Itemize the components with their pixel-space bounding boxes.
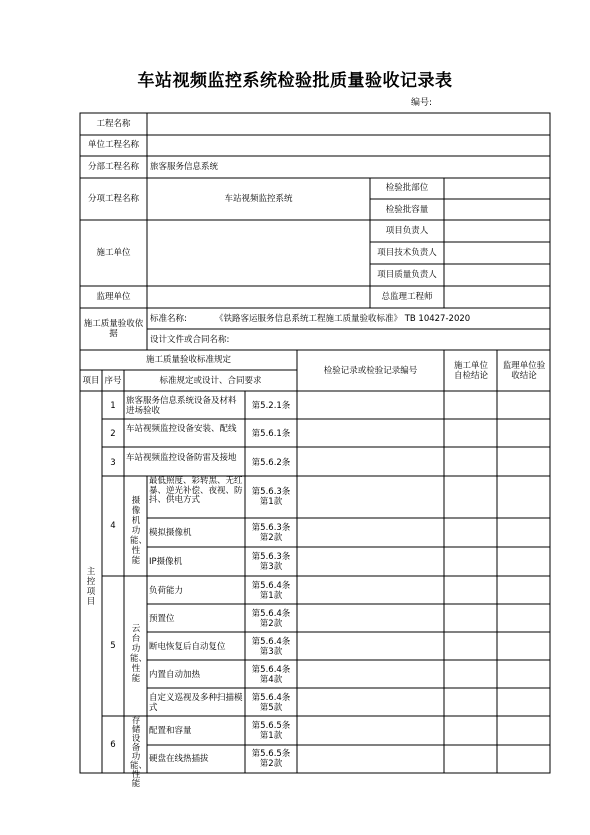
row-4-2-paragraph: 第2款	[259, 533, 283, 543]
row-5-2-clause: 第5.6.4条	[251, 609, 291, 619]
page-title: 车站视频监控系统检验批质量验收记录表	[137, 71, 453, 91]
row-5-4-requirement: 内置自动加热	[149, 670, 201, 680]
camera-category-label: 摄像机功能、性能	[130, 496, 148, 566]
row-4-3-paragraph: 第3款	[259, 562, 283, 572]
row-3-clause: 第5.6.2条	[251, 458, 291, 468]
project-quality-leader-label: 项目质量负责人	[377, 270, 437, 280]
project-name-label: 工程名称	[96, 119, 131, 129]
row-4-3-clause: 第5.6.3条	[251, 552, 291, 562]
row-6-2-clause: 第5.6.5条	[251, 749, 291, 759]
row-5-4-paragraph: 第4款	[259, 675, 283, 685]
row-2-seq: 2	[110, 429, 116, 439]
standard-provisions-header: 施工质量验收标准规定	[145, 355, 231, 365]
standard-name-label: 标准名称:	[150, 314, 187, 324]
requirement-header: 标准规定或设计、合同要求	[159, 376, 262, 386]
subitem-project-value: 车站视频监控系统	[224, 194, 293, 204]
inspection-record-header: 检验记录或检验记录编号	[323, 366, 418, 376]
storage-category-label: 存储设备功能、性能	[130, 716, 148, 789]
inspection-lot-capacity-label: 检验批容量	[385, 205, 429, 215]
row-5-seq: 5	[110, 641, 116, 651]
row-5-3-paragraph: 第3款	[259, 647, 283, 657]
row-2-requirement: 车站视频监控设备安装、配线	[126, 424, 237, 434]
row-5-2-requirement: 预置位	[149, 614, 175, 624]
row-6-1-requirement: 配置和容量	[149, 726, 192, 736]
row-5-1-requirement: 负荷能力	[149, 586, 184, 596]
row-4-1-requirement: 最低照度、彩转黑、无红暴、逆光补偿、夜视、防抖、供电方式	[149, 476, 243, 506]
chief-supervisor-label: 总监理工程师	[381, 292, 433, 302]
row-6-2-requirement: 硬盘在线热插拔	[149, 754, 209, 764]
row-5-5-paragraph: 第5款	[259, 703, 283, 713]
row-6-1-paragraph: 第1款	[259, 731, 283, 741]
design-document-label: 设计文件或合同名称:	[150, 335, 230, 345]
row-6-1-clause: 第5.6.5条	[251, 721, 291, 731]
row-5-3-clause: 第5.6.4条	[251, 637, 291, 647]
row-5-3-requirement: 断电恢复后自动复位	[149, 642, 226, 652]
document-number-label: 编号:	[411, 98, 433, 108]
construction-unit-label: 施工单位	[96, 248, 131, 258]
row-4-2-clause: 第5.6.3条	[251, 523, 291, 533]
row-1-requirement: 旅客服务信息系统设备及材料进场验收	[126, 396, 237, 416]
ptz-category-label: 云台功能、性能	[130, 624, 148, 684]
supervision-unit-label: 监理单位	[96, 292, 131, 302]
standard-name-value: 《铁路客运服务信息系统工程施工质量验收标准》 TB 10427-2020	[215, 314, 471, 324]
row-1-seq: 1	[110, 401, 116, 411]
row-3-requirement: 车站视频监控设备防雷及接地	[126, 453, 237, 463]
division-project-name-label: 分部工程名称	[87, 162, 139, 172]
row-5-1-paragraph: 第1款	[259, 591, 283, 601]
construction-conclusion-header: 施工单位自检结论	[453, 361, 488, 381]
row-5-5-clause: 第5.6.4条	[251, 693, 291, 703]
row-5-5-requirement: 自定义巡视及多种扫描模式	[149, 693, 243, 713]
row-5-1-clause: 第5.6.4条	[251, 581, 291, 591]
row-4-1-clause: 第5.6.3条	[251, 487, 291, 497]
row-3-seq: 3	[110, 458, 116, 468]
row-4-1-paragraph: 第1款	[259, 497, 283, 507]
row-5-2-paragraph: 第2款	[259, 619, 283, 629]
row-5-4-clause: 第5.6.4条	[251, 665, 291, 675]
subitem-project-name-label: 分项工程名称	[87, 194, 139, 204]
acceptance-basis-label: 施工质量验收依据	[83, 319, 144, 339]
row-4-2-requirement: 模拟摄像机	[149, 528, 192, 538]
row-4-3-requirement: IP摄像机	[149, 557, 183, 567]
row-4-seq: 4	[110, 521, 116, 531]
inspection-lot-part-label: 检验批部位	[385, 183, 429, 193]
division-project-value: 旅客服务信息系统	[150, 162, 219, 172]
main-control-items-label: 主控项目	[86, 567, 96, 607]
project-leader-label: 项目负责人	[385, 226, 429, 236]
project-tech-leader-label: 项目技术负责人	[377, 248, 437, 258]
row-2-clause: 第5.6.1条	[251, 429, 291, 439]
row-6-seq: 6	[110, 740, 116, 750]
supervision-conclusion-header: 监理单位验收结论	[502, 361, 546, 381]
row-6-2-paragraph: 第2款	[259, 759, 283, 769]
item-header: 项目	[82, 376, 100, 386]
row-1-clause: 第5.2.1条	[251, 401, 291, 411]
seq-header: 序号	[104, 376, 122, 386]
unit-project-name-label: 单位工程名称	[87, 140, 139, 150]
